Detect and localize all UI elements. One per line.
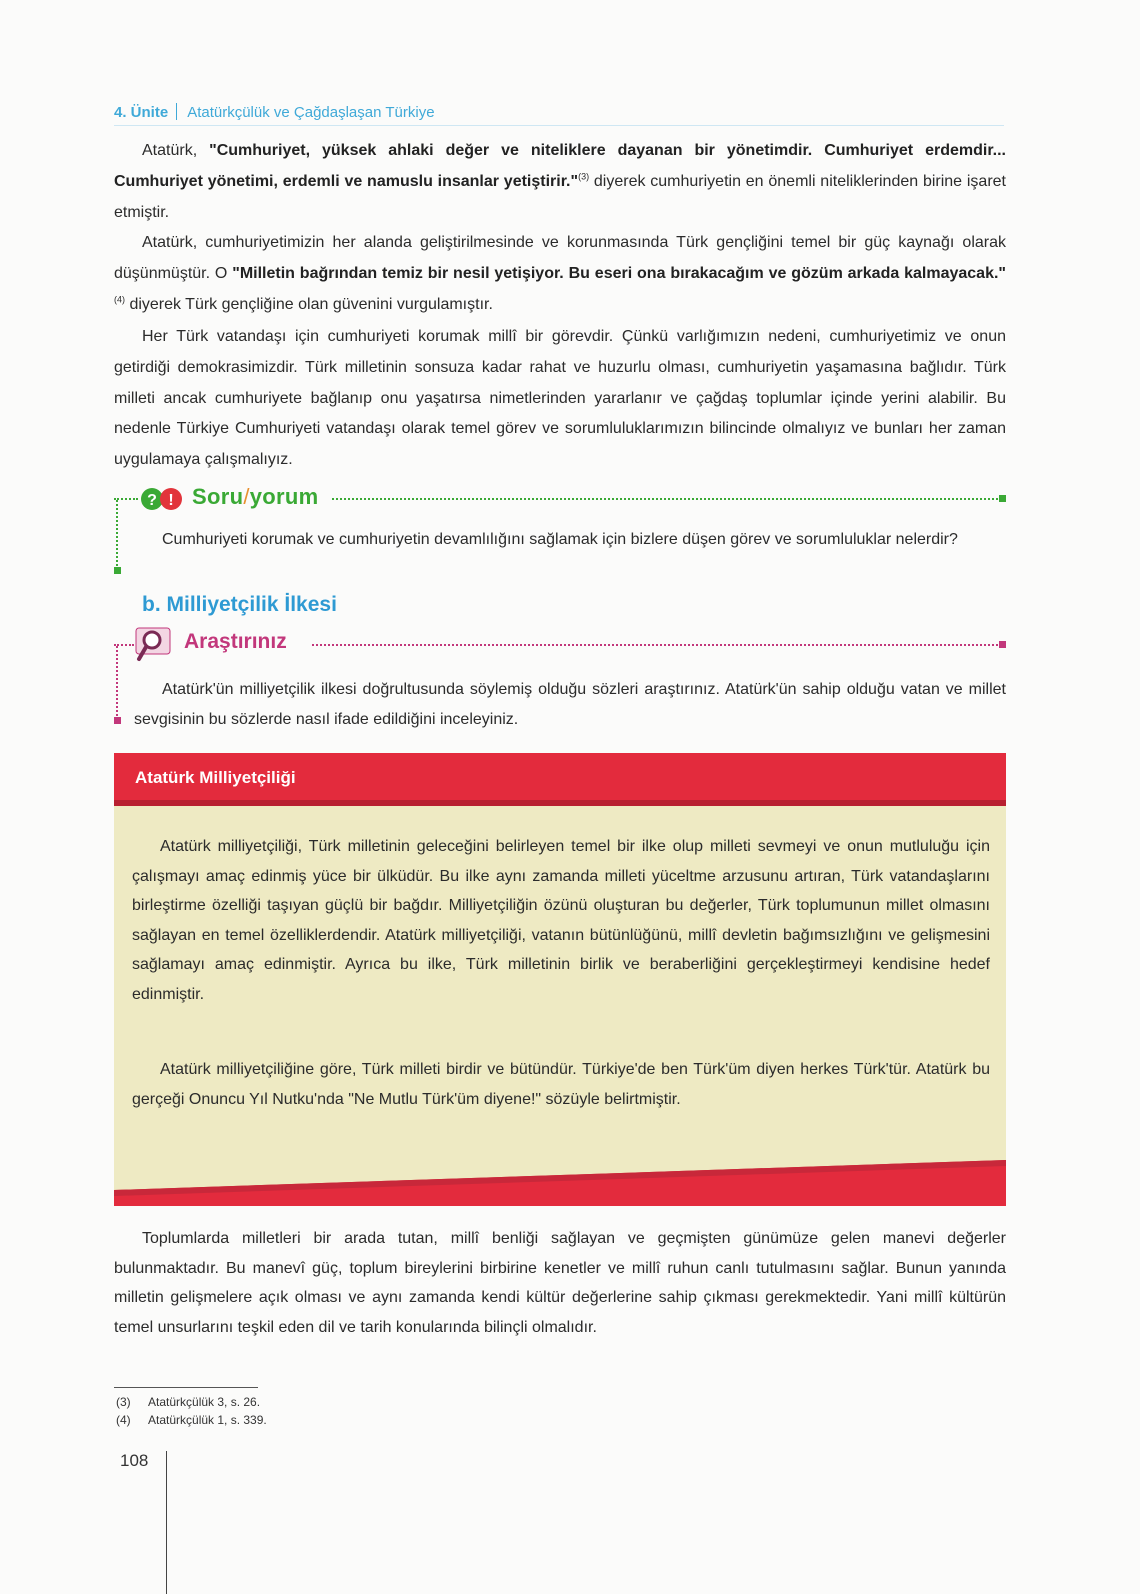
arastiriniz-header xyxy=(114,630,1006,662)
p1-quote: "Cumhuriyet, yüksek ahlaki değer ve niteliklere dayanan bir yönetimdir. Cumhuriyet erdemdir... Cumhuriyet yönetimi, erdemli ve namuslu insanlar yetiştirir." xyxy=(114,142,1007,190)
footnote-number: (4) xyxy=(116,1413,131,1427)
arastir-line-end-marker xyxy=(999,641,1006,648)
info-box-bottom-band xyxy=(114,1160,1006,1206)
soru-yorum-title xyxy=(192,484,318,510)
paragraph-1 xyxy=(114,136,1006,228)
arastiriniz-text: Atatürk'ün milliyetçilik ilkesi doğrultusunda söylemiş olduğu sözleri araştırınız. Atatürk'ün sahip olduğu vatan ve millet sevgisinin bu sözlerde nasıl ifade edildiğini inceleyiniz. xyxy=(134,681,1006,728)
svg-text:!: ! xyxy=(168,492,174,509)
soru-title-b: yorum xyxy=(249,484,319,509)
soru-line-end-marker xyxy=(999,495,1006,502)
p2-text-a: Atatürk, cumhuriyetimizin her alanda geliştirilmesinde ve korunmasında Türk gençliğini temel bir güç kaynağı olarak düşünmüştür. O xyxy=(114,234,1006,282)
soru-vertical-line xyxy=(116,500,118,570)
p2-footnote-ref: (4) xyxy=(114,294,125,305)
running-header xyxy=(114,103,1004,121)
soru-title-a: Soru xyxy=(192,484,244,509)
arastiriniz-title: Araştırınız xyxy=(184,630,287,653)
arastir-vertical-end-marker xyxy=(114,717,121,724)
section-heading: b. Milliyetçilik İlkesi xyxy=(142,593,337,616)
unit-title: Atatürkçülük ve Çağdaşlaşan Türkiye xyxy=(187,104,435,121)
unit-label: 4. Ünite xyxy=(114,104,169,121)
question-comment-icon xyxy=(140,486,184,512)
p2-text-b: diyerek Türk gençliğine olan güvenini vurgulamıştır. xyxy=(125,295,493,313)
footnote-text: Atatürkçülük 3, s. 26. xyxy=(148,1395,261,1409)
header-rule xyxy=(114,125,1004,126)
footnote-4 xyxy=(116,1413,267,1427)
svg-text:?: ? xyxy=(147,492,157,509)
footnote-3 xyxy=(116,1395,260,1409)
info-box-title: Atatürk Milliyetçiliği xyxy=(135,768,296,787)
p1-footnote-ref: (3) xyxy=(578,171,590,182)
soru-yorum-text: Cumhuriyeti korumak ve cumhuriyetin devamlılığını sağlamak için bizlere düşen görev ve sorumluluklar nelerdir? xyxy=(162,531,958,548)
p1-text-a: Atatürk, xyxy=(142,142,210,159)
paragraph-2 xyxy=(114,228,1006,320)
header-separator xyxy=(176,103,177,120)
soru-dotted-line-right xyxy=(332,498,998,500)
info-box-paragraph-1: Atatürk milliyetçiliği, Türk milletinin geleceğini belirleyen temel bir ilke olup milleti sevmeyi ve onun mutluluğu için çalışmayı amaç edinmiş yüce bir ülküdür. Bu ilke aynı zamanda milleti yüceltme arzusunu artıran, Türk vatandaşlarını birleştirme özelliği taşıyan güçlü bir bağdır. Milliyetçiliğin özünü oluşturan bu değerler, Türk toplumunun millet olmasını sağlayan en temel özelliklerdendir. Atatürk milliyetçiliği, vatanın bütünlüğünü, millî devletin bağımsızlığını ve gelişmesini sağlamayı amaç edinmiştir. Ayrıca bu ilke, Türk milletinin birlik ve beraberliğini gerçekleştirmeyi kendisine hedef edinmiştir. xyxy=(132,838,990,1003)
page-number: 108 xyxy=(120,1451,149,1470)
footnote-number: (3) xyxy=(116,1395,131,1409)
page-number-rule xyxy=(166,1451,167,1594)
footnote-text: Atatürkçülük 1, s. 339. xyxy=(148,1413,267,1427)
arastir-dotted-line-right xyxy=(312,644,998,646)
info-box-header xyxy=(114,753,1006,806)
info-box-paragraph-2: Atatürk milliyetçiliğine göre, Türk milleti birdir ve bütündür. Türkiye'de ben Türk'üm diyen herkes Türk'tür. Atatürk bu gerçeği Onuncu Yıl Nutku'nda "Ne Mutlu Türk'üm diyene!" sözüyle belirtmiştir. xyxy=(132,1061,990,1108)
paragraph-4: Toplumlarda milletleri bir arada tutan, millî benliği sağlayan ve geçmişten günümüze gelen manevi değerler bulunmaktadır. Bu manevî güç, toplum bireylerini birbirine kenetler ve millî ruhun canlı tutulmasını sağlar. Bunun yanında milletin gelişmelere açık olması ve aynı zamanda kendi kültür değerlerine sahip çıkması gerekmektedir. Yani millî kültürün temel unsurlarını teşkil eden dil ve tarih konularında bilinçli olmalıdır. xyxy=(114,1230,1006,1336)
footnote-rule xyxy=(114,1387,258,1388)
p2-quote: "Milletin bağrından temiz bir nesil yetişiyor. Bu eseri ona bırakacağım ve gözüm arkada kalmayacak." xyxy=(232,264,1007,282)
soru-title-slash: / xyxy=(243,484,250,509)
magnifier-research-icon xyxy=(134,626,174,662)
p1-text-b: diyerek cumhuriyetin en önemli niteliklerinden birine işaret etmiştir. xyxy=(114,172,1007,221)
soru-vertical-end-marker xyxy=(114,567,121,574)
paragraph-3: Her Türk vatandaşı için cumhuriyeti korumak millî bir görevdir. Çünkü varlığımızın nedeni, cumhuriyetimiz ve onun getirdiği demokrasimizdir. Türk milletinin sonsuza kadar rahat ve huzurlu olması, cumhuriyetin yaşamasına bağlıdır. Türk milleti ancak cumhuriyete bağlanıp onu yaşatırsa nimetlerinden yararlanır ve çağdaş toplumlar içinde yerini alabilir. Bu nedenle Türkiye Cumhuriyeti vatandaşı olarak temel görev ve sorumluluklarımızın bilincinde olmalıyız ve bunları her zaman uygulamaya çalışmalıyız. xyxy=(114,328,1006,469)
arastir-vertical-line xyxy=(116,646,118,720)
soru-yorum-header xyxy=(114,484,1006,516)
